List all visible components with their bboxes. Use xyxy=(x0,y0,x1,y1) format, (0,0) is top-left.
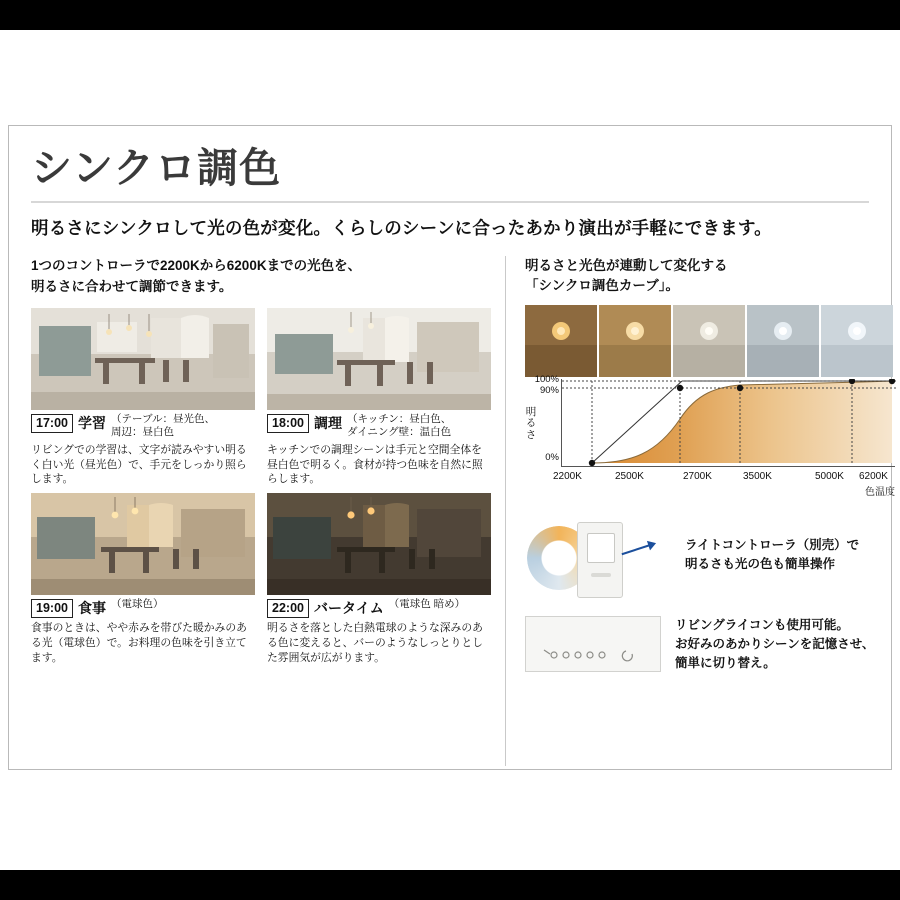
scene-photo-dinner xyxy=(31,493,255,595)
scene-card xyxy=(267,308,491,487)
light-controller-block xyxy=(525,514,897,609)
living-raicon-block xyxy=(525,616,897,672)
scene-note xyxy=(111,413,215,439)
page-subtitle: 明るさにシンクロして光の色が変化。くらしのシーンに合ったあかり演出が手軽にできます。 xyxy=(31,218,772,238)
pointer-arrow-icon xyxy=(622,543,655,555)
x-tick-2500k: 2500K xyxy=(615,470,644,482)
scene-photo-study xyxy=(31,308,255,410)
y-tick-0: 0% xyxy=(545,451,559,463)
scene-note xyxy=(389,598,465,611)
scene-card xyxy=(31,308,255,487)
left-lead xyxy=(31,256,491,298)
y-tick-100: 100% xyxy=(534,373,559,385)
document-page xyxy=(0,30,900,870)
scene-label-row xyxy=(267,599,491,619)
scene-description: 食事のときは、やや赤みを帯びた暖かみのある光（電球色）で。お料理の色味を引き立てます。 xyxy=(31,622,247,664)
study-room-image xyxy=(31,308,255,410)
ceiling-sample-3500k xyxy=(673,305,745,377)
left-lead-line1: 1つのコントローラで2200Kから6200Kまでの光色を、 xyxy=(31,258,362,273)
right-column xyxy=(525,256,895,499)
scene-description: 明るさを落とした白熱電球のような深みのある色に変えると、バーのようなしっとりとした雰囲気が広がります。 xyxy=(267,622,483,664)
scene-note xyxy=(347,413,451,439)
scene-time-badge: 19:00 xyxy=(31,599,73,619)
x-tick-5000k: 5000K xyxy=(815,470,844,482)
color-temperature-strip xyxy=(525,305,895,377)
ceiling-image-cool xyxy=(747,305,819,377)
scene-time-badge: 17:00 xyxy=(31,414,73,434)
ceiling-image-warm2 xyxy=(599,305,671,377)
wall-switch-plate xyxy=(577,522,623,598)
kitchen-image xyxy=(267,308,491,410)
scene-grid xyxy=(31,308,491,665)
info-card xyxy=(8,125,895,770)
scene-photo-cooking xyxy=(267,308,491,410)
content-area xyxy=(31,256,895,776)
scene-photo-bartime xyxy=(267,493,491,595)
curve-graphic xyxy=(562,379,896,467)
scene-name: 食事 xyxy=(77,599,106,616)
ceiling-sample-2200k xyxy=(525,305,597,377)
scene-note-line1: （テーブル：昼光色、 xyxy=(110,412,216,425)
raicon-panel-illustration xyxy=(525,616,661,672)
scene-note-line2: ダイニング壁：温白色 xyxy=(346,425,452,438)
synchro-color-curve-chart xyxy=(525,373,895,499)
switch-button[interactable] xyxy=(587,533,615,563)
ceiling-sample-6200k xyxy=(821,305,893,377)
controller-text-line2: 明るさも光の色も簡単操作 xyxy=(685,556,836,571)
ceiling-image-daylight xyxy=(821,305,893,377)
scene-card xyxy=(267,493,491,665)
controller-text-line1: ライトコントローラ（別売）で xyxy=(685,538,860,552)
right-lead xyxy=(525,256,895,297)
scene-name: バータイム xyxy=(313,599,384,616)
x-tick-3500k: 3500K xyxy=(743,470,772,482)
scene-card xyxy=(31,493,255,665)
chart-x-axis-label: 色温度 xyxy=(865,486,895,498)
left-column xyxy=(31,256,491,665)
scene-time-badge: 18:00 xyxy=(267,414,309,434)
raicon-text-line1: リビングライコンも使用可能。 xyxy=(675,618,849,632)
left-lead-line2: 明るさに合わせて調節できます。 xyxy=(31,278,233,294)
scene-note xyxy=(111,598,164,611)
chart-plot-area xyxy=(561,379,895,467)
title-divider xyxy=(31,201,869,203)
scene-label-row xyxy=(267,414,491,440)
scene-note-line1: （電球色 暗め） xyxy=(388,597,466,610)
scene-description: キッチンでの調理シーンは手元と空間全体を昼白色で明るく。食材が持つ色味を自然に照らします。 xyxy=(267,444,483,486)
right-lead-line2: 「シンクロ調色カーブ」。 xyxy=(525,278,679,294)
switch-slider[interactable] xyxy=(591,573,611,577)
raicon-text-line2: お好みのあかりシーンを記憶させ、 xyxy=(675,636,875,651)
scene-label-row xyxy=(31,414,255,440)
x-tick-2200k: 2200K xyxy=(553,470,582,482)
column-divider xyxy=(505,256,506,766)
scene-time-badge: 22:00 xyxy=(267,599,309,619)
raicon-text-line3: 簡単に切り替え。 xyxy=(675,655,776,670)
chart-y-axis-label: 明るさ xyxy=(525,405,537,441)
scene-description: リビングでの学習は、文字が読みやすい明るく白い光（昼光色）で、手元をしっかり照らします。 xyxy=(31,444,247,486)
y-tick-90: 90% xyxy=(539,384,559,396)
ceiling-sample-5000k xyxy=(747,305,819,377)
ceiling-image-warm xyxy=(525,305,597,377)
raicon-panel-graphic xyxy=(526,617,660,671)
right-lead-line1: 明るさと光色が連動して変化する xyxy=(525,258,728,273)
page-title: シンクロ調色 xyxy=(31,145,282,191)
x-tick-6200k: 6200K xyxy=(859,470,888,482)
scene-note-line1: （電球色） xyxy=(110,597,164,610)
scene-note-line1: （キッチン：昼白色、 xyxy=(346,412,452,425)
x-tick-2700k: 2700K xyxy=(683,470,712,482)
scene-label-row xyxy=(31,599,255,619)
controller-text xyxy=(685,514,859,574)
dining-warm-image xyxy=(31,493,255,595)
scene-name: 学習 xyxy=(77,414,106,431)
controller-illustration xyxy=(525,514,675,609)
bar-time-image xyxy=(267,493,491,595)
scene-note-line2: 周辺：昼白色 xyxy=(110,425,174,438)
raicon-text xyxy=(675,616,874,672)
ceiling-image-neutral xyxy=(673,305,745,377)
ceiling-sample-2700k xyxy=(599,305,671,377)
scene-name: 調理 xyxy=(313,414,342,431)
